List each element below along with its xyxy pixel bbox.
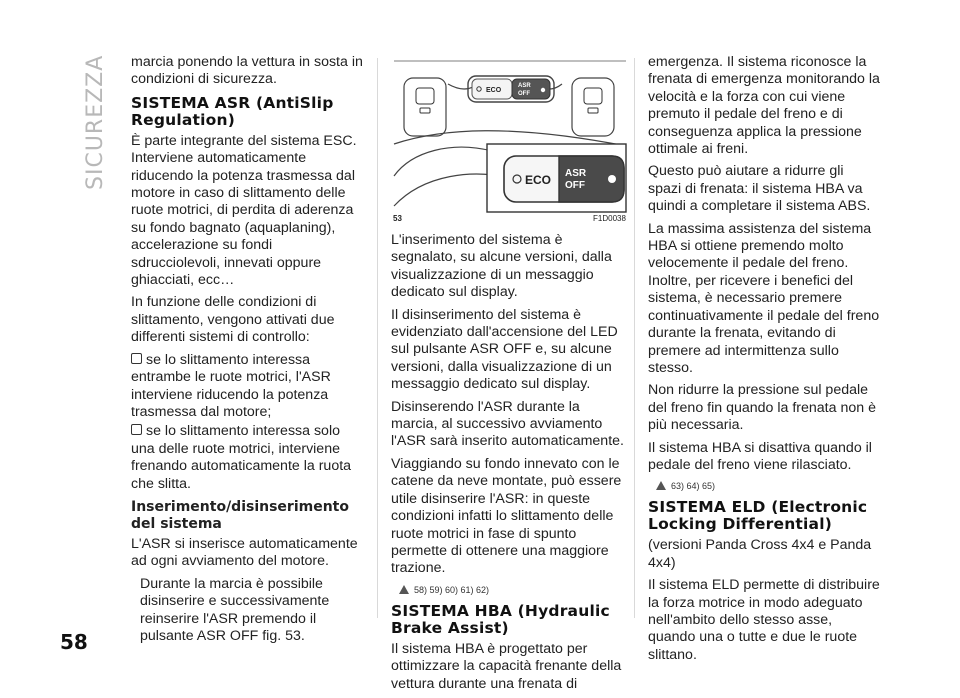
warning-references: 58) 59) 60) 61) 62) xyxy=(399,583,627,597)
small-asr-label: ASR xyxy=(518,83,531,89)
text-column-2 xyxy=(391,232,627,698)
subheading: Inserimento/disinserimento del sistema xyxy=(131,498,349,532)
paragraph: Disinserendo l'ASR durante la marcia, al successivo avviamento l'ASR sarà inserito automaticamente. xyxy=(391,398,624,450)
figure-asr-button xyxy=(391,55,629,215)
heading-asr: SISTEMA ASR (AntiSlip Regulation) xyxy=(131,93,334,129)
paragraph: Il sistema HBA si disattiva quando il pedale del freno viene rilasciato. xyxy=(648,439,872,473)
paragraph: Non ridurre la pressione sul pedale del freno fin quando la frenata non è più necessaria. xyxy=(648,382,876,434)
bullet-item: se lo slittamento interessa solo una delle ruote motrici, interviene frenando automaticamente la ruota che slitta. xyxy=(131,423,352,492)
warning-icon xyxy=(399,585,409,594)
bullet-item: se lo slittamento interessa entrambe le ruote motrici, l'ASR interviene riducendo la potenza trasmessa dal motore; xyxy=(131,351,331,420)
dashboard-illustration xyxy=(392,56,628,214)
heading-hba: SISTEMA HBA (Hydraulic Brake Assist) xyxy=(391,601,610,637)
figure-code: F1D0038 xyxy=(593,214,626,223)
checkbox-bullet-icon xyxy=(131,424,142,435)
paragraph: È parte integrante del sistema ESC. Interviene automaticamente riducendo la potenza trasmessa dal motore in caso di slittamento delle ruote motrici, di perdita di aderenza su fondo bagnato (aquaplaning), accelerazione su fondi sdrucciolevoli, innevati oppure ghiacciati, ecc… xyxy=(131,132,357,289)
warning-icon xyxy=(656,481,666,490)
small-off-label: OFF xyxy=(518,91,530,97)
checkbox-bullet-icon xyxy=(131,353,142,364)
paragraph: L'inserimento del sistema è segnalato, su alcune versioni, dalla visualizzazione di un messaggio dedicato sul display. xyxy=(391,232,612,301)
eco-button-label: ECO xyxy=(525,173,552,187)
paragraph: emergenza. Il sistema riconosce la frenata di emergenza monitorando la velocità e la forza con cui viene premuto il pedale del freno e di conseguenza applica la pressione ottimale ai freni. xyxy=(648,54,880,158)
paragraph: La massima assistenza del sistema HBA si ottiene premendo molto velocemente il pedale del freno. Inoltre, per ricevere i benefici del sistema, è necessario premere continuativamente il pedale del freno durante la frenata, evitando di premere ad intermittenza sullo stesso. xyxy=(648,220,880,376)
paragraph: marcia ponendo la vettura in sosta in condizioni di sicurezza. xyxy=(131,54,363,88)
paragraph: Il sistema HBA è progettato per ottimizzare la capacità frenante della vettura durante una frenata di xyxy=(391,640,622,692)
paragraph: Il sistema ELD permette di distribuire la forza motrice in modo adeguato nell'ambito dello stesso asse, quando una o tutte e due le ruote slittano. xyxy=(648,577,880,663)
heading-eld: SISTEMA ELD (Electronic Locking Differential) xyxy=(648,498,868,534)
led-indicator-icon xyxy=(608,175,616,183)
text-column-1 xyxy=(131,54,363,650)
paragraph: In funzione delle condizioni di slittamento, vengono attivati due differenti sistemi di controllo: xyxy=(131,294,335,346)
paragraph: (versioni Panda Cross 4x4 e Panda 4x4) xyxy=(648,537,872,571)
figure-number: 53 xyxy=(393,214,402,223)
small-eco-label: ECO xyxy=(486,87,502,94)
paragraph: Il disinserimento del sistema è evidenziato dall'accensione del LED sul pulsante ASR OFF e, su alcune versioni, dalla visualizzazione di un messaggio dedicato sul display. xyxy=(391,306,618,393)
paragraph: L'ASR si inserisce automaticamente ad ogni avviamento del motore. xyxy=(131,535,358,570)
paragraph: Viaggiando su fondo innevato con le catene da neve montate, può essere utile disinserire l'ASR: in queste condizioni infatti lo slittamento delle ruote motrici in fase di spunto permette di ottenere una maggiore trazione. xyxy=(391,455,622,577)
asr-button-label: ASR xyxy=(565,168,587,179)
text-column-3 xyxy=(648,54,880,669)
column-divider xyxy=(634,58,635,618)
section-side-title: SICUREZZA xyxy=(83,54,108,190)
off-button-label: OFF xyxy=(565,180,585,191)
warning-references: 63) 64) 65) xyxy=(656,479,880,493)
page-number: 58 xyxy=(60,630,88,654)
paragraph: Durante la marcia è possibile disinserire e successivamente reinserire l'ASR premendo il pulsante ASR OFF fig. 53. xyxy=(140,575,330,644)
column-divider xyxy=(377,58,378,618)
paragraph: Questo può aiutare a ridurre gli spazi di frenata: il sistema HBA va quindi a completare il sistema ABS. xyxy=(648,163,871,215)
